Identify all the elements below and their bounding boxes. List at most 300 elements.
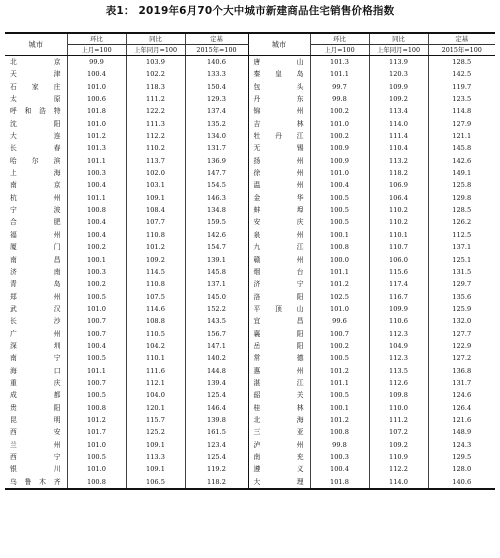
table-row — [5, 155, 495, 167]
cell-city-left: 太 原 — [5, 93, 67, 105]
cell-yoy-right: 106.4 — [369, 192, 428, 204]
cell-yoy-left: 102.2 — [126, 68, 185, 80]
cell-fixed-right: 125.1 — [452, 255, 472, 264]
cell-fixed-right: 127.7 — [452, 329, 472, 338]
cell-mom-right: 101.2 — [310, 365, 369, 377]
cell-fixed-left: 161.5 — [185, 426, 248, 438]
cell-yoy-left: 110.2 — [126, 142, 185, 154]
cell-fixed-left: 125.4 — [185, 389, 248, 401]
cell-fixed-left: 139.4 — [185, 377, 248, 389]
cell-mom-left: 100.5 — [67, 291, 126, 303]
cell-fixed-right: 123.5 — [452, 95, 472, 104]
cell-fixed-right: 131.5 — [452, 267, 472, 276]
cell-city-left: 海 口 — [5, 365, 67, 377]
cell-mom-right: 101.0 — [310, 118, 369, 130]
cell-fixed-right: 122.9 — [452, 341, 472, 350]
cell-yoy-right: 113.5 — [369, 365, 428, 377]
cell-city-right: 秦皇岛 — [248, 68, 310, 80]
cell-mom-right: 99.6 — [310, 315, 369, 327]
cell-yoy-right: 110.0 — [369, 402, 428, 414]
cell-city-left: 合 肥 — [5, 216, 67, 228]
cell-mom-right: 101.3 — [310, 56, 369, 69]
header-yoy-right: 同比 — [369, 33, 428, 45]
table-row — [5, 118, 495, 130]
cell-fixed-right: 114.8 — [452, 107, 472, 116]
cell-yoy-right: 117.4 — [369, 278, 428, 290]
cell-city-left: 重 庆 — [5, 377, 67, 389]
cell-fixed-left: 135.2 — [185, 118, 248, 130]
cell-mom-left: 100.5 — [67, 389, 126, 401]
table-row — [5, 68, 495, 80]
cell-fixed-left: 140.2 — [185, 352, 248, 364]
cell-mom-left: 100.4 — [67, 68, 126, 80]
cell-yoy-right: 106.0 — [369, 254, 428, 266]
table-row — [5, 204, 495, 216]
cell-mom-left: 100.1 — [67, 254, 126, 266]
cell-city-right: 无 锡 — [248, 142, 310, 154]
cell-yoy-left: 110.8 — [126, 229, 185, 241]
cell-fixed-left: 145.8 — [185, 266, 248, 278]
header-fixed-right: 定基 — [428, 33, 495, 45]
cell-mom-right: 100.1 — [310, 402, 369, 414]
cell-mom-right: 100.4 — [310, 463, 369, 475]
cell-fixed-right: 126.4 — [452, 403, 472, 412]
cell-mom-left: 101.0 — [67, 118, 126, 130]
cell-fixed-right: 125.9 — [452, 304, 472, 313]
cell-mom-right: 100.7 — [310, 328, 369, 340]
cell-mom-right: 101.0 — [310, 167, 369, 179]
cell-city-left: 深 圳 — [5, 340, 67, 352]
cell-mom-right: 100.9 — [310, 142, 369, 154]
cell-mom-right: 100.4 — [310, 179, 369, 191]
cell-fixed-left: 140.6 — [185, 56, 248, 69]
cell-city-left: 成 都 — [5, 389, 67, 401]
cell-mom-left: 100.2 — [67, 241, 126, 253]
cell-fixed-right: 132.0 — [452, 317, 472, 326]
cell-city-right: 牡丹江 — [248, 130, 310, 142]
cell-fixed-left: 142.6 — [185, 229, 248, 241]
cell-city-left: 呼和浩特 — [5, 105, 67, 117]
cell-city-left: 银 川 — [5, 463, 67, 475]
cell-fixed-right: 148.9 — [452, 428, 472, 437]
cell-city-right: 温 州 — [248, 179, 310, 191]
table-body — [5, 56, 495, 490]
price-index-table — [5, 32, 495, 490]
table-title: 表1： 2019年6月70个大中城市新建商品住宅销售价格指数 — [105, 5, 395, 17]
cell-mom-left: 101.7 — [67, 426, 126, 438]
header-mom-base-right: 上月=100 — [310, 45, 369, 56]
cell-city-right: 徐 州 — [248, 167, 310, 179]
cell-yoy-left: 108.4 — [126, 204, 185, 216]
cell-city-left: 天 津 — [5, 68, 67, 80]
cell-yoy-left: 113.3 — [126, 451, 185, 463]
table-row — [5, 389, 495, 401]
table-row — [5, 167, 495, 179]
cell-yoy-left: 111.2 — [126, 93, 185, 105]
cell-city-right: 襄 阳 — [248, 328, 310, 340]
cell-city-right: 南 充 — [248, 451, 310, 463]
cell-fixed-left: 152.2 — [185, 303, 248, 315]
cell-fixed-left: 156.7 — [185, 328, 248, 340]
table-row — [5, 216, 495, 228]
cell-fixed-right: 127.9 — [452, 119, 472, 128]
cell-yoy-right: 109.9 — [369, 303, 428, 315]
cell-yoy-right: 110.7 — [369, 241, 428, 253]
cell-yoy-left: 101.2 — [126, 241, 185, 253]
table-row — [5, 278, 495, 290]
cell-yoy-right: 110.6 — [369, 315, 428, 327]
cell-yoy-right: 110.9 — [369, 451, 428, 463]
cell-mom-left: 101.0 — [67, 81, 126, 93]
cell-city-right: 岳 阳 — [248, 340, 310, 352]
cell-city-right: 桂 林 — [248, 402, 310, 414]
cell-mom-left: 101.3 — [67, 142, 126, 154]
cell-yoy-right: 110.2 — [369, 204, 428, 216]
cell-mom-right: 101.2 — [310, 278, 369, 290]
table-row — [5, 241, 495, 253]
cell-fixed-right: 131.7 — [452, 378, 472, 387]
cell-city-right: 金 华 — [248, 192, 310, 204]
cell-mom-right: 101.2 — [310, 414, 369, 426]
cell-yoy-left: 122.2 — [126, 105, 185, 117]
cell-city-right: 洛 阳 — [248, 291, 310, 303]
cell-fixed-left: 139.8 — [185, 414, 248, 426]
cell-fixed-left: 133.3 — [185, 68, 248, 80]
cell-mom-left: 101.8 — [67, 105, 126, 117]
cell-city-right: 遵 义 — [248, 463, 310, 475]
cell-yoy-right: 109.2 — [369, 93, 428, 105]
cell-yoy-right: 112.3 — [369, 352, 428, 364]
cell-fixed-right: 112.5 — [452, 230, 472, 239]
cell-fixed-left: 143.5 — [185, 315, 248, 327]
cell-city-left: 乌鲁木齐 — [5, 476, 67, 489]
cell-mom-left: 100.4 — [67, 229, 126, 241]
cell-city-left: 长 春 — [5, 142, 67, 154]
cell-fixed-right: 129.5 — [452, 453, 472, 461]
cell-mom-left: 101.2 — [67, 130, 126, 142]
cell-yoy-left: 112.1 — [126, 377, 185, 389]
cell-city-left: 南 宁 — [5, 352, 67, 364]
cell-mom-right: 100.2 — [310, 130, 369, 142]
cell-mom-left: 100.7 — [67, 328, 126, 340]
cell-mom-left: 101.0 — [67, 303, 126, 315]
table-row — [5, 377, 495, 389]
cell-yoy-right: 112.2 — [369, 463, 428, 475]
header-fixed-base-right: 2015年=100 — [428, 45, 495, 56]
cell-fixed-right: 119.7 — [452, 82, 472, 91]
cell-yoy-right: 114.0 — [369, 476, 428, 489]
cell-fixed-right: 126.2 — [452, 218, 472, 227]
cell-city-right: 扬 州 — [248, 155, 310, 167]
cell-city-right: 常 德 — [248, 352, 310, 364]
cell-yoy-right: 109.9 — [369, 81, 428, 93]
cell-city-right: 丹 东 — [248, 93, 310, 105]
cell-fixed-right: 137.1 — [452, 243, 472, 252]
table-row — [5, 179, 495, 191]
cell-city-left: 西 宁 — [5, 451, 67, 463]
cell-yoy-left: 112.2 — [126, 130, 185, 142]
cell-fixed-right: 127.2 — [452, 354, 472, 363]
cell-yoy-right: 110.2 — [369, 216, 428, 228]
cell-mom-left: 100.8 — [67, 476, 126, 489]
cell-city-left: 武 汉 — [5, 303, 67, 315]
table-row — [5, 315, 495, 327]
cell-mom-right: 101.1 — [310, 377, 369, 389]
cell-mom-right: 101.1 — [310, 68, 369, 80]
cell-fixed-left: 131.7 — [185, 142, 248, 154]
cell-mom-right: 100.5 — [310, 192, 369, 204]
cell-fixed-left: 134.0 — [185, 130, 248, 142]
table-row — [5, 266, 495, 278]
cell-yoy-right: 109.2 — [369, 439, 428, 451]
cell-yoy-left: 125.2 — [126, 426, 185, 438]
cell-yoy-left: 114.6 — [126, 303, 185, 315]
cell-mom-right: 99.7 — [310, 81, 369, 93]
cell-city-left: 杭 州 — [5, 192, 67, 204]
cell-yoy-right: 112.3 — [369, 328, 428, 340]
header-fixed-left: 定基 — [185, 33, 248, 45]
table-row — [5, 291, 495, 303]
cell-fixed-right: 129.8 — [452, 193, 472, 202]
cell-mom-right: 100.0 — [310, 254, 369, 266]
cell-fixed-right: 145.8 — [452, 144, 472, 153]
cell-mom-right: 101.1 — [310, 266, 369, 278]
cell-yoy-left: 111.3 — [126, 118, 185, 130]
cell-city-right: 泸 州 — [248, 439, 310, 451]
cell-city-left: 南 昌 — [5, 254, 67, 266]
cell-yoy-left: 113.7 — [126, 155, 185, 167]
cell-yoy-right: 111.4 — [369, 130, 428, 142]
cell-mom-left: 100.3 — [67, 266, 126, 278]
table-row — [5, 81, 495, 93]
cell-yoy-left: 110.5 — [126, 328, 185, 340]
table-row — [5, 352, 495, 364]
cell-yoy-left: 109.1 — [126, 463, 185, 475]
cell-mom-right: 100.2 — [310, 340, 369, 352]
cell-mom-right: 100.5 — [310, 216, 369, 228]
cell-city-left: 南 京 — [5, 179, 67, 191]
cell-mom-right: 101.0 — [310, 303, 369, 315]
cell-mom-left: 100.5 — [67, 451, 126, 463]
header-fixed-base-left: 2015年=100 — [185, 45, 248, 56]
table-row — [5, 93, 495, 105]
cell-fixed-right: 142.5 — [452, 70, 472, 79]
cell-fixed-left: 136.9 — [185, 155, 248, 167]
cell-city-right: 泉 州 — [248, 229, 310, 241]
cell-yoy-right: 118.2 — [369, 167, 428, 179]
cell-mom-right: 100.5 — [310, 389, 369, 401]
cell-yoy-left: 103.1 — [126, 179, 185, 191]
cell-city-right: 三 亚 — [248, 426, 310, 438]
cell-city-right: 湛 江 — [248, 377, 310, 389]
cell-yoy-left: 104.0 — [126, 389, 185, 401]
cell-fixed-right: 128.5 — [452, 206, 472, 215]
cell-mom-left: 100.7 — [67, 315, 126, 327]
cell-mom-right: 100.8 — [310, 241, 369, 253]
table-row — [5, 56, 495, 69]
cell-yoy-right: 111.2 — [369, 414, 428, 426]
cell-fixed-left: 150.4 — [185, 81, 248, 93]
cell-yoy-left: 103.9 — [126, 56, 185, 69]
cell-city-left: 厦 门 — [5, 241, 67, 253]
cell-fixed-right: 121.6 — [452, 415, 472, 424]
table-row — [5, 439, 495, 451]
cell-city-right: 大 理 — [248, 476, 310, 489]
cell-mom-right: 100.5 — [310, 352, 369, 364]
cell-yoy-left: 109.1 — [126, 439, 185, 451]
cell-yoy-right: 113.9 — [369, 56, 428, 69]
cell-city-right: 九 江 — [248, 241, 310, 253]
cell-city-right: 赣 州 — [248, 254, 310, 266]
cell-mom-left: 100.8 — [67, 402, 126, 414]
cell-city-left: 北 京 — [5, 56, 67, 69]
cell-mom-right: 100.8 — [310, 426, 369, 438]
cell-yoy-right: 109.8 — [369, 389, 428, 401]
cell-city-left: 兰 州 — [5, 439, 67, 451]
header-mom-base-left: 上月=100 — [67, 45, 126, 56]
cell-yoy-left: 110.1 — [126, 352, 185, 364]
header-mom-right: 环比 — [310, 33, 369, 45]
cell-city-right: 包 头 — [248, 81, 310, 93]
cell-city-left: 大 连 — [5, 130, 67, 142]
cell-fixed-left: 147.7 — [185, 167, 248, 179]
cell-city-right: 济 宁 — [248, 278, 310, 290]
cell-yoy-left: 110.8 — [126, 278, 185, 290]
cell-fixed-left: 125.4 — [185, 451, 248, 463]
header-yoy-left: 同比 — [126, 33, 185, 45]
cell-fixed-right: 125.8 — [452, 181, 472, 190]
cell-fixed-right: 124.6 — [452, 391, 472, 400]
header-mom-left: 环比 — [67, 33, 126, 45]
cell-mom-right: 100.2 — [310, 105, 369, 117]
cell-yoy-right: 110.1 — [369, 229, 428, 241]
cell-mom-left: 101.1 — [67, 192, 126, 204]
cell-fixed-right: 142.6 — [452, 156, 472, 165]
cell-yoy-right: 104.9 — [369, 340, 428, 352]
cell-city-left: 青 岛 — [5, 278, 67, 290]
cell-mom-left: 101.0 — [67, 463, 126, 475]
cell-mom-left: 100.4 — [67, 340, 126, 352]
cell-yoy-left: 107.5 — [126, 291, 185, 303]
cell-city-right: 韶 关 — [248, 389, 310, 401]
table-row — [5, 328, 495, 340]
cell-city-left: 宁 波 — [5, 204, 67, 216]
table-row — [5, 414, 495, 426]
cell-mom-left: 100.2 — [67, 278, 126, 290]
cell-fixed-right: 121.1 — [452, 132, 472, 141]
cell-fixed-left: 146.4 — [185, 402, 248, 414]
cell-yoy-left: 108.8 — [126, 315, 185, 327]
table-row — [5, 229, 495, 241]
cell-city-left: 沈 阳 — [5, 118, 67, 130]
cell-city-right: 惠 州 — [248, 365, 310, 377]
table-row — [5, 476, 495, 489]
cell-mom-left: 100.4 — [67, 179, 126, 191]
cell-mom-right: 100.5 — [310, 204, 369, 216]
cell-yoy-left: 115.7 — [126, 414, 185, 426]
table-row — [5, 426, 495, 438]
cell-yoy-left: 109.2 — [126, 254, 185, 266]
cell-city-right: 唐 山 — [248, 56, 310, 69]
cell-city-right: 平顶山 — [248, 303, 310, 315]
table-row — [5, 130, 495, 142]
cell-fixed-left: 134.8 — [185, 204, 248, 216]
cell-mom-left: 100.3 — [67, 167, 126, 179]
cell-yoy-right: 113.2 — [369, 155, 428, 167]
cell-fixed-left: 118.2 — [185, 476, 248, 489]
cell-fixed-right: 128.5 — [452, 58, 472, 66]
cell-mom-left: 100.6 — [67, 93, 126, 105]
cell-fixed-right: 124.3 — [452, 440, 472, 449]
cell-fixed-left: 144.8 — [185, 365, 248, 377]
cell-city-left: 福 州 — [5, 229, 67, 241]
cell-fixed-right: 136.8 — [452, 366, 472, 375]
cell-fixed-right: 140.6 — [452, 477, 472, 486]
cell-yoy-right: 113.4 — [369, 105, 428, 117]
header-yoy-base-right: 上年同月=100 — [369, 45, 428, 56]
cell-city-left: 上 海 — [5, 167, 67, 179]
cell-city-right: 安 庆 — [248, 216, 310, 228]
header-row-labels — [5, 33, 495, 45]
table-row — [5, 451, 495, 463]
cell-yoy-right: 110.4 — [369, 142, 428, 154]
cell-fixed-left: 145.0 — [185, 291, 248, 303]
cell-mom-right: 101.8 — [310, 476, 369, 489]
cell-city-left: 长 沙 — [5, 315, 67, 327]
cell-mom-right: 99.8 — [310, 93, 369, 105]
cell-city-right: 锦 州 — [248, 105, 310, 117]
cell-yoy-left: 104.2 — [126, 340, 185, 352]
cell-fixed-left: 159.5 — [185, 216, 248, 228]
cell-city-right: 北 海 — [248, 414, 310, 426]
cell-mom-right: 100.1 — [310, 229, 369, 241]
header-city-right: 城市 — [248, 33, 310, 56]
cell-yoy-right: 114.0 — [369, 118, 428, 130]
table-row — [5, 303, 495, 315]
cell-fixed-left: 146.3 — [185, 192, 248, 204]
cell-city-left: 石家庄 — [5, 81, 67, 93]
cell-mom-right: 102.5 — [310, 291, 369, 303]
cell-city-left: 贵 阳 — [5, 402, 67, 414]
cell-yoy-right: 116.7 — [369, 291, 428, 303]
table-header — [5, 33, 495, 56]
table-row — [5, 105, 495, 117]
cell-fixed-right: 128.0 — [452, 465, 472, 474]
table-row — [5, 142, 495, 154]
table-row — [5, 365, 495, 377]
cell-city-right: 吉 林 — [248, 118, 310, 130]
cell-fixed-left: 154.7 — [185, 241, 248, 253]
cell-yoy-left: 114.5 — [126, 266, 185, 278]
cell-yoy-left: 118.3 — [126, 81, 185, 93]
cell-fixed-left: 123.4 — [185, 439, 248, 451]
cell-city-left: 哈尔滨 — [5, 155, 67, 167]
cell-mom-right: 99.8 — [310, 439, 369, 451]
cell-fixed-left: 154.5 — [185, 179, 248, 191]
cell-yoy-right: 112.6 — [369, 377, 428, 389]
cell-mom-left: 100.4 — [67, 216, 126, 228]
cell-mom-left: 101.0 — [67, 439, 126, 451]
cell-yoy-right: 115.6 — [369, 266, 428, 278]
table-row — [5, 463, 495, 475]
cell-mom-left: 100.8 — [67, 204, 126, 216]
cell-yoy-left: 107.7 — [126, 216, 185, 228]
cell-mom-left: 101.1 — [67, 365, 126, 377]
table-row — [5, 340, 495, 352]
cell-yoy-right: 107.2 — [369, 426, 428, 438]
cell-fixed-left: 137.1 — [185, 278, 248, 290]
table-row — [5, 192, 495, 204]
